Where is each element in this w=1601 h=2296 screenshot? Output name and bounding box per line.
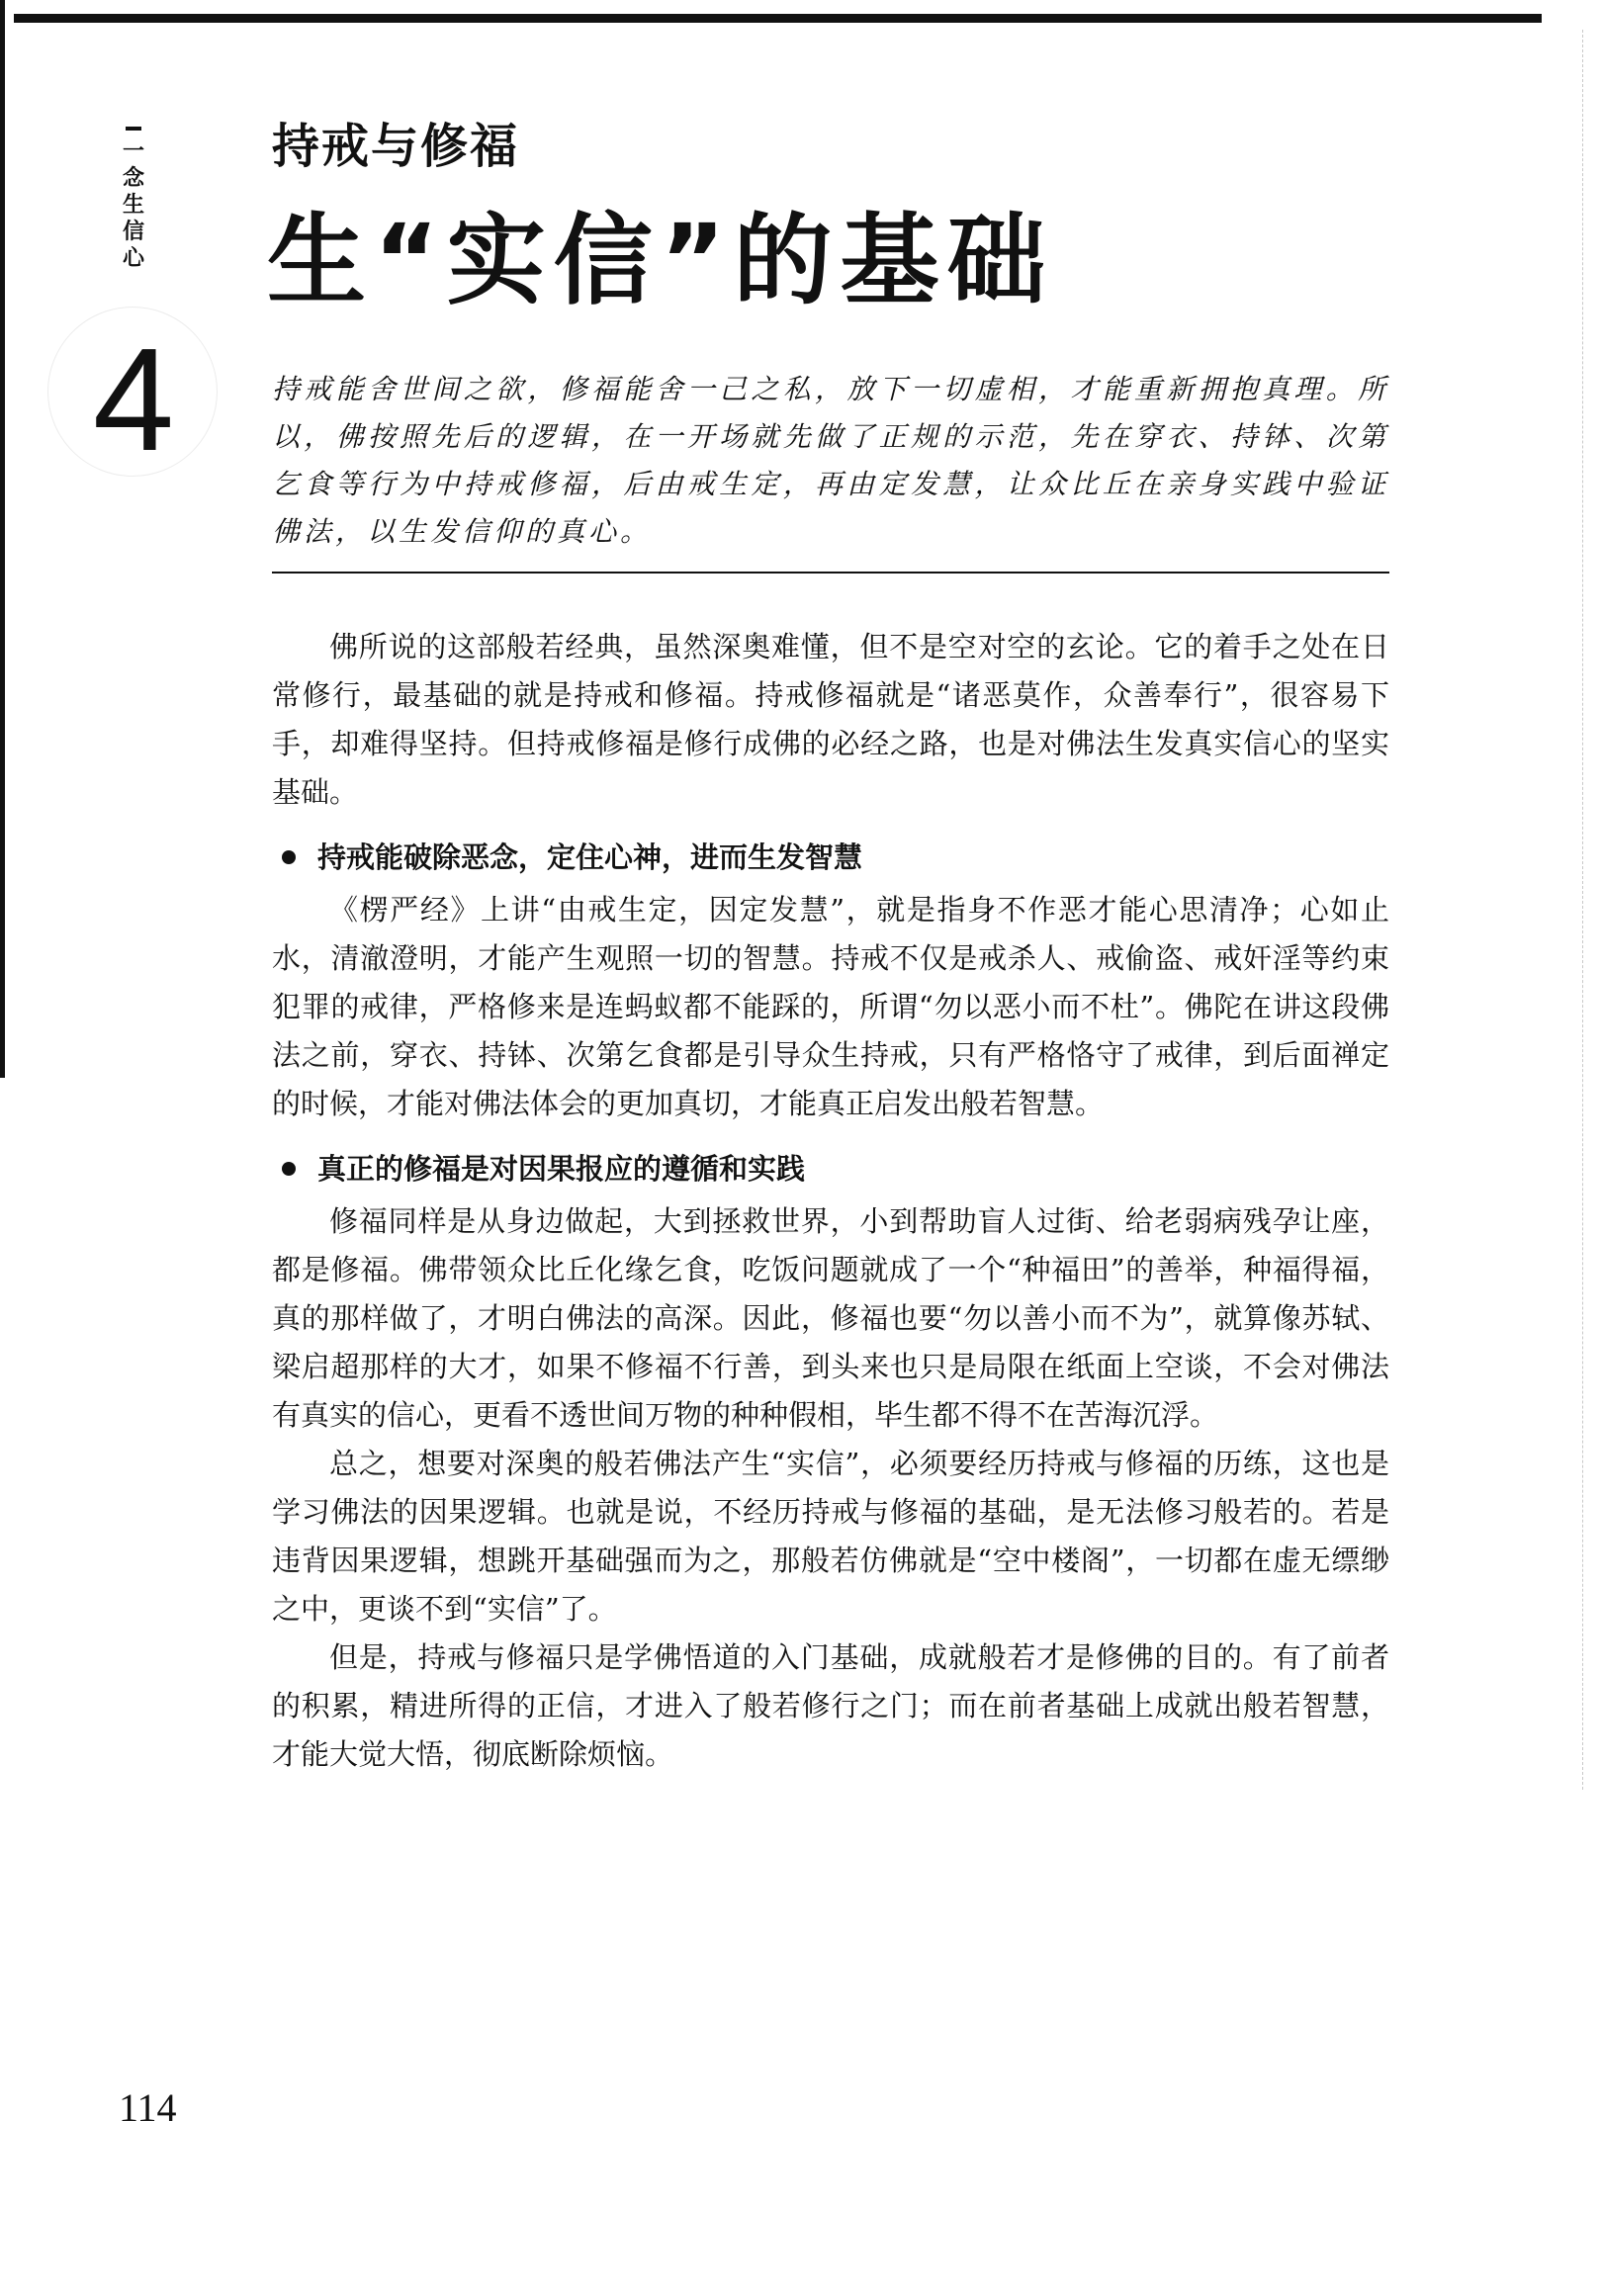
body-paragraph: 《楞严经》上讲“由戒生定，因定发慧”，就是指身不作恶才能心思清净；心如止水，清澈澄明，才能产生观照一切的智慧。持戒不仅是戒杀人、戒偷盗、戒奸淫等约束犯罪的戒律，严格修来是连蚂蚁都不能踩的，所谓“勿以恶小而不杜”。佛陀在讲这段佛法之前，穿衣、持钵、次第乞食都是引导众生持戒，只有严格恪守了戒律，到后面禅定的时候，才能对佛法体会的更加真切，才能真正启发出般若智慧。 [272, 893, 1389, 1120]
bullet-icon [282, 850, 296, 864]
top-rule [14, 14, 1542, 23]
bullet-icon [282, 1162, 296, 1176]
side-label-dash [126, 127, 141, 131]
side-running-title: 一念生信心 [122, 139, 144, 271]
chapter-number: 4 [92, 318, 175, 482]
intro-paragraph: 持戒能舍世间之欲，修福能舍一己之私，放下一切虚相，才能重新拥抱真理。所以，佛按照先后的逻辑，在一开场就先做了正规的示范，先在穿衣、持钵、次第乞食等行为中持戒修福，后由戒生定，再由定发慧，让众比丘在亲身实践中验证佛法，以生发信仰的真心。 [272, 373, 1389, 548]
section-heading [282, 835, 1389, 880]
section-title: 生“实信”的基础 [267, 203, 1054, 318]
body-text [272, 623, 1389, 1779]
body-paragraph: 总之，想要对深奥的般若佛法产生“实信”，必须要经历持戒与修福的历练，这也是学习佛法的因果逻辑。也就是说，不经历持戒与修福的基础，是无法修习般若的。若是违背因果逻辑，想跳开基础强而为之，那般若仿佛就是“空中楼阁”，一切都在虚无缥缈之中，更谈不到“实信”了。 [272, 1447, 1389, 1626]
body-paragraph: 但是，持戒与修福只是学佛悟道的入门基础，成就般若才是修佛的目的。有了前者的积累，精进所得的正信，才进入了般若修行之门；而在前者基础上成就出般若智慧，才能大觉大悟，彻底断除烦恼。 [272, 1640, 1389, 1771]
body-paragraph: 修福同样是从身边做起，大到拯救世界，小到帮助盲人过街、给老弱病残孕让座，都是修福。佛带领众比丘化缘乞食，吃饭问题就成了一个“种福田”的善举，种福得福，真的那样做了，才明白佛法的高深。因此，修福也要“勿以善小而不为”，就算像苏轼、梁启超那样的大才，如果不修福不行善，到头来也只是局限在纸面上空谈，不会对佛法有真实的信心，更看不透世间万物的种种假相，毕生都不得不在苦海沉浮。 [272, 1204, 1389, 1432]
section-subtitle: 持戒与修福 [272, 119, 520, 174]
page-number: 114 [119, 2085, 177, 2130]
section-heading-text: 真正的修福是对因果报应的遵循和实践 [317, 1152, 806, 1186]
right-page-edge [1581, 30, 1583, 1790]
body-paragraph: 佛所说的这部般若经典，虽然深奥难懂，但不是空对空的玄论。它的着手之处在日常修行，最基础的就是持戒和修福。持戒修福就是“诸恶莫作，众善奉行”，很容易下手，却难得坚持。但持戒修福是修行成佛的必经之路，也是对佛法生发真实信心的坚实基础。 [272, 630, 1389, 809]
section-heading [282, 1146, 1389, 1192]
left-edge-rule [0, 0, 5, 1078]
intro-divider [272, 572, 1389, 574]
section-heading-text: 持戒能破除恶念，定住心神，进而生发智慧 [317, 840, 863, 874]
